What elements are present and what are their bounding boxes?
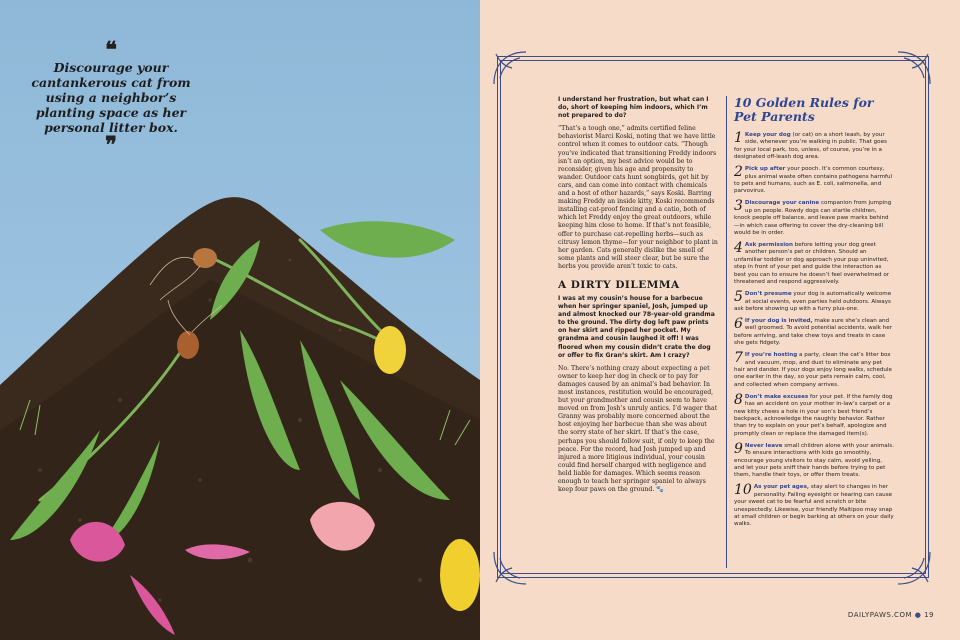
rule-keyword: If you’re hosting xyxy=(744,352,798,359)
answer-paragraph: “That’s a tough one,” admits certified feline behaviorist Marci Koski, noting that we have little control when it comes to outdoor cats. “Though you’ve indicated that transitioning Freddy indoors isn’t an option, my best advice would be to reconsider, given his age and propensity to wander. Outdoor cats hunt songbirds, get hit by cars, and can come into contact with chemicals and a host of other hazards,” says Koski. Barring making Freddy an inside kitty, Koski recommends installing cat-proof fencing and a catio, both of which let Freddy enjoy the great outdoors, while keeping him close to home. If that’s not feasible, offer to purchase cat-repelling herbs—such as citrusy lemon thyme—for your neighbor to plant in her garden. Cats generally dislike the smell of some plants and will steer clear, but be sure the herbs you provide aren’t toxic to cats. xyxy=(558,125,718,270)
rule-item xyxy=(734,440,894,480)
open-quote-mark: ❝ xyxy=(105,37,117,63)
rule-text: small children alone with your animals. To ensure interactions with kids go smoothly, encourage young visitors to stay calm, avoid yelling, and let your pets sniff their hands before trying to pet them, handle their toys, or offer them treats. xyxy=(734,442,894,479)
rule-text: make sure she’s clean and well groomed. To avoid potential accidents, walk her before arriving, and take chew toys and treats in case she gets fidgety. xyxy=(734,317,892,347)
rule-text: (or cat) on a short leash, by your side, whenever you’re walking in public. That goes for your local park, too, unless, of course, you’re in a designated off-leash dog area. xyxy=(734,132,887,161)
rule-item xyxy=(734,315,894,348)
rule-text: companion from jumping up on people. Rowdy dogs can startle children, knock people off balance, and leave paw marks behind—in which case offering to cover the dry-cleaning bill would be in order. xyxy=(734,200,892,237)
rule-keyword: Discourage your canine xyxy=(744,200,820,207)
corner-flourish-icon xyxy=(490,548,530,588)
folio-page-number: 19 xyxy=(924,611,934,619)
rule-text: stay alert to changes in her personality. Failing eyesight or hearing can cause your sweet cat to be fearful and scratch or bite unexpectedly. Likewise, your friendly Maltipoo may snap at small children or begin barking at others on your daily walks. xyxy=(734,484,894,528)
text-page xyxy=(480,0,960,640)
rule-text: your dog is automatically welcome at social events, even parties held outdoors. Always ask before showing up with a furry plus-one. xyxy=(734,291,892,312)
answer-paragraph xyxy=(558,365,718,495)
rule-keyword: If your dog is invited, xyxy=(744,317,813,324)
rule-item xyxy=(734,166,894,196)
rules-sidebar xyxy=(734,96,894,533)
rule-keyword: Don’t make excuses xyxy=(744,393,809,400)
pull-quote-text: Discourage your cantankerous cat from using a neighbor’s planting space as her personal litter box. xyxy=(31,60,191,135)
pull-quote xyxy=(26,37,196,158)
rule-number: 10 xyxy=(734,482,752,499)
rule-number: 7 xyxy=(734,350,743,367)
page-folio xyxy=(848,611,934,619)
paw-print-icon: 🐾 xyxy=(656,486,665,494)
rule-number: 2 xyxy=(734,164,743,181)
corner-flourish-icon xyxy=(894,48,934,88)
rule-number: 9 xyxy=(734,440,743,457)
rule-number: 1 xyxy=(734,130,743,146)
rule-number: 6 xyxy=(734,315,743,332)
rules-list xyxy=(734,132,894,529)
rule-keyword: Don’t presume xyxy=(744,291,792,298)
rule-keyword: Never leave xyxy=(744,442,783,449)
rule-item xyxy=(734,484,894,528)
rule-item xyxy=(734,200,894,237)
corner-flourish-icon xyxy=(490,48,530,88)
section-heading: A DIRTY DILEMMA xyxy=(558,278,680,291)
rule-text: before letting your dog greet another person’s pet or children. Should an unfamiliar toddler or dog approach your pup uninvited, step in front of your pet and guide the interaction as best you can to ensure he doesn’t feel overwhelmed or threatened and respond aggressively. xyxy=(734,242,890,286)
reader-question: I was at my cousin’s house for a barbecue when her springer spaniel, Josh, jumped up and almost knocked our 78-year-old grandma to the ground. The dirty dog left paw prints on her skirt and ripped her pocket. My grandma and cousin laughed it off! I was floored when my cousin didn’t crate the dog or offer to fix Gran’s skirt. Am I crazy? xyxy=(558,294,715,359)
rule-keyword: Pick up after xyxy=(744,166,786,173)
rule-number: 8 xyxy=(734,391,743,408)
question-intro: I understand her frustration, but what can I do, short of keeping him indoors, which I’m not prepared to do? xyxy=(558,96,709,120)
rule-item xyxy=(734,391,894,438)
rule-number: 5 xyxy=(734,289,743,306)
rule-number: 3 xyxy=(734,198,743,215)
rule-text: your pooch. It’s common courtesy, plus animal waste often contains pathogens harmful to pets and humans, such as E. coli, salmonella, and parvovirus. xyxy=(734,166,893,195)
answer-text: No. There’s nothing crazy about expecting a pet owner to keep her dog in check or to pay for damages caused by an animal’s bad behavior. In most instances, restitution would be encouraged, but your grandmother and cousin seem to have moved on from Josh’s unruly antics. I’d wager that Granny was probably more concerned about the host enjoying her barbecue than she was about the sorry state of her skirt. If that’s the case, perhaps you should follow suit, if only to keep the peace. For the record, had Josh jumped up and injured a more litigious individual, your cousin could find herself charged with negligence and held liable for damages. Which seems reason enough to teach her springer spaniel to always keep four paws on the ground. xyxy=(558,364,718,494)
rule-keyword: As your pet ages, xyxy=(753,484,810,491)
corner-flourish-icon xyxy=(894,548,934,588)
close-quote-mark: ❞ xyxy=(105,132,117,158)
rule-item xyxy=(734,291,894,313)
rule-keyword: Keep your dog xyxy=(744,132,791,138)
rule-item xyxy=(734,242,894,286)
rule-text: a party, clean the cat’s litter box and vacuum, mop, and dust to eliminate any pet hair and dander. If your dogs enjoy long walks, schedule one earlier in the day, so your pets remain calm, cool, and collected when company arrives. xyxy=(734,352,892,388)
rule-text: for your pet. If the family dog has an accident on your mother in-law’s carpet or a new kitty chews a hole in your son’s best friend’s backpack, acknowledge the naughty behavior. Rather than try to explain on your pet’s behalf, apologize and promptly clean or replace the damaged item(s). xyxy=(734,393,893,437)
rule-item xyxy=(734,132,894,162)
rule-keyword: Ask permission xyxy=(744,242,793,249)
rule-number: 4 xyxy=(734,240,743,257)
sidebar-title: 10 Golden Rules for Pet Parents xyxy=(734,95,874,124)
column-divider xyxy=(726,96,727,568)
folio-site: DAILYPAWS.COM xyxy=(847,611,912,619)
folio-dot-icon: ● xyxy=(914,611,922,619)
rule-item xyxy=(734,352,894,389)
article-column xyxy=(558,96,718,499)
